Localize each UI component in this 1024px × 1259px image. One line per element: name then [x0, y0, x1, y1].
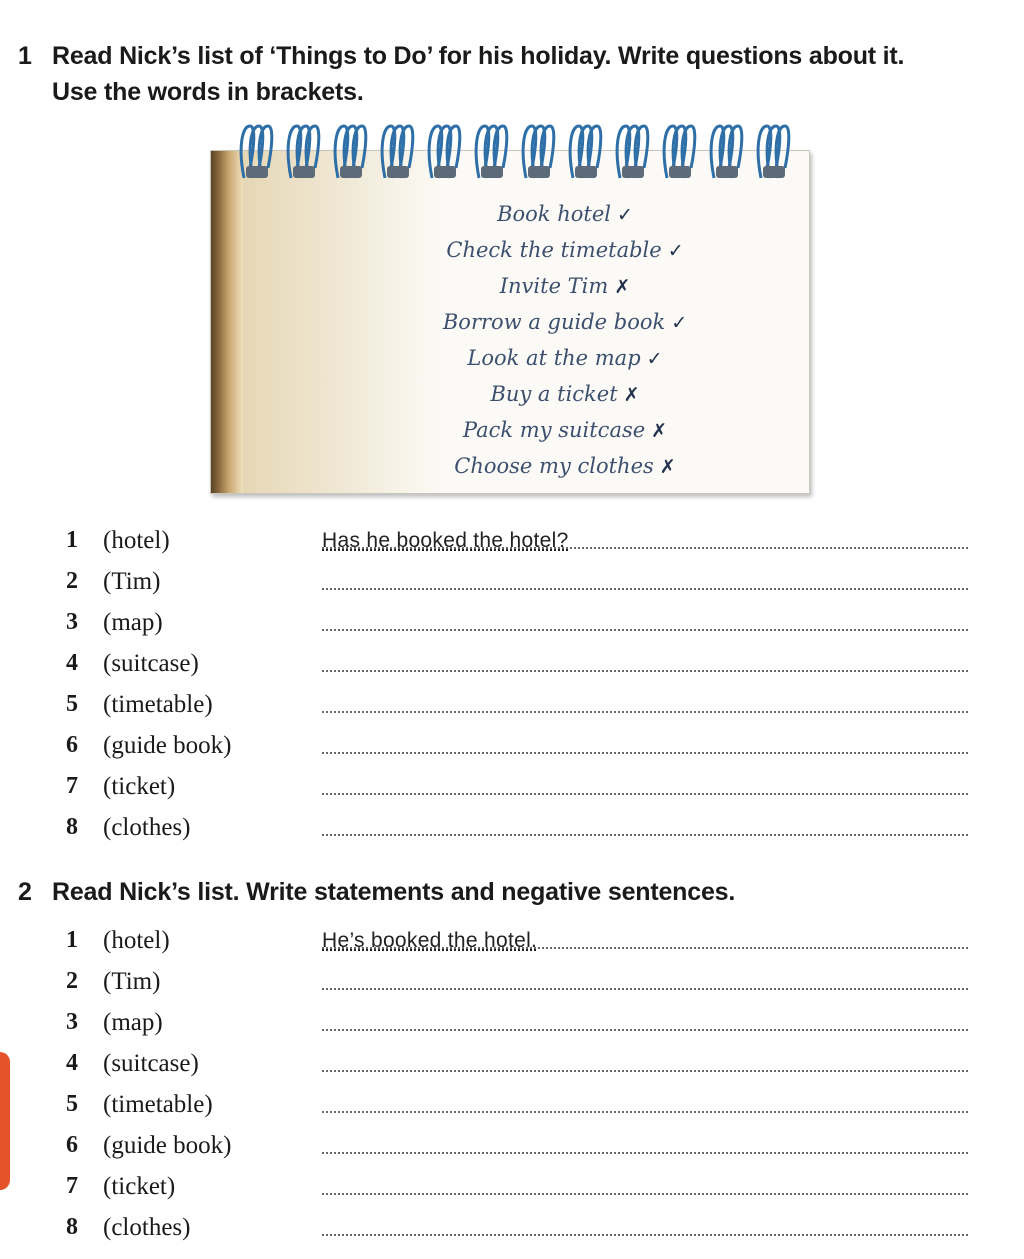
spiral-ring-icon [241, 126, 272, 178]
cross-icon: ✗ [614, 276, 631, 298]
item-number: 2 [66, 568, 78, 594]
item-number: 8 [66, 1214, 78, 1240]
item-prompt-word: (suitcase) [103, 1050, 199, 1077]
todo-item [400, 304, 730, 340]
exercise-row [0, 921, 1024, 962]
notebook-spiral-icon [236, 118, 806, 186]
exercise-row [0, 1003, 1024, 1044]
item-prompt-word: (Tim) [103, 568, 161, 595]
item-prompt-word: (clothes) [103, 814, 191, 841]
answer-line[interactable] [322, 834, 968, 836]
todo-text: Book hotel [497, 202, 611, 226]
spiral-ring-icon [335, 126, 366, 178]
item-number: 6 [66, 732, 78, 758]
spiral-ring-icon [758, 126, 789, 178]
exercise-row [0, 767, 1024, 808]
item-number: 8 [66, 814, 78, 840]
item-number: 6 [66, 1132, 78, 1158]
item-prompt-word: (timetable) [103, 691, 213, 718]
item-prompt-word: (guide book) [103, 1132, 232, 1159]
spiral-ring-icon [570, 126, 601, 178]
spiral-ring-icon [617, 126, 648, 178]
answer-line[interactable] [322, 1193, 968, 1195]
answer-text: He’s booked the hotel. [322, 929, 538, 952]
todo-text: Choose my clothes [454, 454, 654, 478]
item-number: 5 [66, 1091, 78, 1117]
exercise-row [0, 603, 1024, 644]
answer-line[interactable] [322, 988, 968, 990]
spiral-ring-icon [382, 126, 413, 178]
tick-icon: ✓ [616, 204, 633, 226]
todo-text: Buy a ticket [490, 382, 618, 406]
item-prompt-word: (clothes) [103, 1214, 191, 1241]
spiral-ring-icon [523, 126, 554, 178]
item-number: 1 [66, 927, 78, 953]
todo-item [400, 232, 730, 268]
todo-item [400, 340, 730, 376]
item-prompt-word: (hotel) [103, 927, 170, 954]
exercise-row [0, 1167, 1024, 1208]
item-prompt-word: (ticket) [103, 773, 176, 800]
todo-item [400, 448, 730, 484]
item-prompt-word: (map) [103, 609, 163, 636]
exercise-1-heading [18, 38, 904, 110]
item-number: 3 [66, 1009, 78, 1035]
spiral-ring-icon [711, 126, 742, 178]
exercise-row [0, 644, 1024, 685]
answer-line[interactable] [322, 1029, 968, 1031]
exercise-row [0, 726, 1024, 767]
item-number: 7 [66, 773, 78, 799]
todo-text: Check the timetable [446, 238, 662, 262]
spiral-ring-icon [288, 126, 319, 178]
answer-line[interactable] [322, 1234, 968, 1236]
answer-line[interactable] [322, 711, 968, 713]
answer-line[interactable] [322, 1070, 968, 1072]
item-prompt-word: (timetable) [103, 1091, 213, 1118]
exercise-row [0, 1126, 1024, 1167]
exercise-row [0, 1044, 1024, 1085]
todo-item [400, 196, 730, 232]
notebook-binding [211, 151, 243, 493]
exercise-2-items [0, 921, 1024, 1249]
item-prompt-word: (Tim) [103, 968, 161, 995]
item-number: 4 [66, 650, 78, 676]
item-number: 1 [66, 527, 78, 553]
item-number: 5 [66, 691, 78, 717]
spiral-ring-icon [664, 126, 695, 178]
answer-line[interactable] [322, 793, 968, 795]
exercise-2-heading [18, 874, 735, 910]
exercise-row [0, 562, 1024, 603]
exercise-row [0, 521, 1024, 562]
cross-icon: ✗ [623, 384, 640, 406]
item-number: 7 [66, 1173, 78, 1199]
tick-icon: ✓ [671, 312, 688, 334]
answer-line[interactable] [322, 670, 968, 672]
todo-list [400, 196, 730, 484]
todo-text: Borrow a guide book [442, 310, 666, 334]
exercise-1-instruction-line2: Use the words in brackets. [52, 78, 364, 106]
todo-text: Look at the map [467, 346, 641, 370]
spiral-ring-icon [476, 126, 507, 178]
exercise-2-instruction: Read Nick’s list. Write statements and negative sentences. [52, 878, 736, 906]
exercise-row [0, 1208, 1024, 1249]
item-number: 3 [66, 609, 78, 635]
todo-text: Invite Tim [499, 274, 609, 298]
exercise-row [0, 685, 1024, 726]
item-prompt-word: (suitcase) [103, 650, 199, 677]
item-prompt-word: (guide book) [103, 732, 232, 759]
tick-icon: ✓ [646, 348, 663, 370]
answer-line[interactable] [322, 1111, 968, 1113]
answer-line[interactable] [322, 629, 968, 631]
answer-line[interactable] [322, 752, 968, 754]
cross-icon: ✗ [651, 420, 668, 442]
exercise-1-number: 1 [18, 42, 32, 70]
exercise-row [0, 1085, 1024, 1126]
todo-item [400, 412, 730, 448]
exercise-1-instruction: Read Nick’s list of ‘Things to Do’ for his holiday. Write questions about it. [52, 42, 905, 70]
spiral-ring-icon [429, 126, 460, 178]
answer-line[interactable] [322, 1152, 968, 1154]
todo-text: Pack my suitcase [462, 418, 646, 442]
answer-text: Has he booked the hotel? [322, 529, 569, 552]
exercise-row [0, 962, 1024, 1003]
exercise-1-items [0, 521, 1024, 849]
todo-item [400, 268, 730, 304]
cross-icon: ✗ [659, 456, 676, 478]
tick-icon: ✓ [667, 240, 684, 262]
side-tab [0, 1052, 10, 1190]
answer-line[interactable] [322, 588, 968, 590]
todo-item [400, 376, 730, 412]
item-prompt-word: (map) [103, 1009, 163, 1036]
item-number: 4 [66, 1050, 78, 1076]
item-prompt-word: (ticket) [103, 1173, 176, 1200]
item-prompt-word: (hotel) [103, 527, 170, 554]
item-number: 2 [66, 968, 78, 994]
exercise-row [0, 808, 1024, 849]
exercise-2-number: 2 [18, 878, 32, 906]
